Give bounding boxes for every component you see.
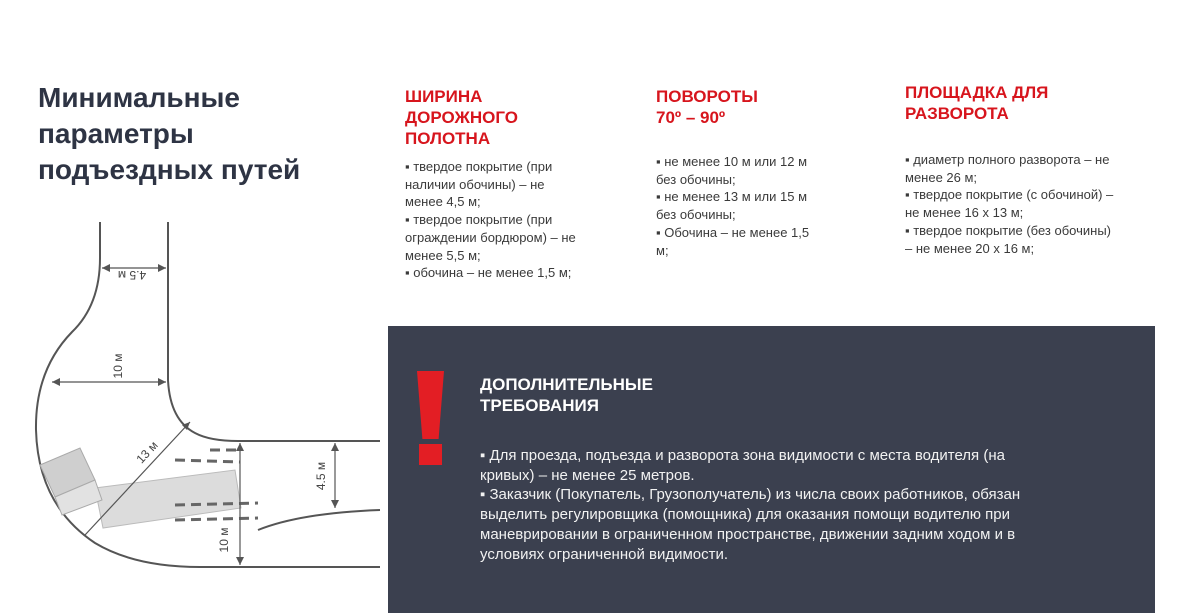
heading-line: ПОВОРОТЫ bbox=[656, 87, 758, 106]
turnaround-heading bbox=[905, 82, 1165, 124]
heading-line: РАЗВОРОТА bbox=[905, 104, 1009, 123]
list-line: ▪ Для проезда, подъезда и разворота зона видимости с места водителя (на bbox=[480, 447, 1005, 464]
arrow-icon bbox=[331, 500, 339, 508]
lane-dash bbox=[175, 518, 258, 520]
page-title-line: Минимальные bbox=[38, 82, 240, 113]
dim-label-diagonal: 13 м bbox=[133, 438, 161, 467]
list-line: ▪ твердое покрытие (с обочиной) – bbox=[905, 187, 1114, 203]
heading-line: ТРЕБОВАНИЯ bbox=[480, 396, 599, 415]
list-line: ▪ не менее 10 м или 12 м bbox=[656, 154, 808, 169]
list-line: кривых) – не менее 25 метров. bbox=[480, 466, 695, 484]
list-line: маневрировании в ограниченном пространстве, движении задним ходом и в bbox=[480, 525, 1016, 543]
road-width-heading bbox=[405, 86, 620, 149]
arrow-icon bbox=[331, 443, 339, 451]
list-line: без обочины; bbox=[656, 207, 736, 223]
dim-label-bottom-radius: 10 м bbox=[217, 527, 231, 553]
arrow-icon bbox=[52, 378, 60, 386]
list-line: наличии обочины) – не bbox=[405, 176, 545, 192]
list-line: ▪ диаметр полного разворота – не bbox=[905, 152, 1110, 167]
list-line: ▪ не менее 13 м или 15 м bbox=[656, 189, 808, 205]
turns-heading bbox=[656, 86, 856, 128]
dim-label-right-width: 4.5 м bbox=[314, 461, 328, 491]
road-width-list bbox=[405, 158, 620, 282]
heading-line: ДОПОЛНИТЕЛЬНЫЕ bbox=[480, 375, 653, 394]
road-turn-diagram bbox=[0, 0, 390, 613]
list-line: менее 26 м; bbox=[905, 169, 978, 185]
arrow-icon bbox=[236, 443, 244, 451]
list-line: менее 4,5 м; bbox=[405, 194, 481, 210]
arrow-icon bbox=[158, 264, 166, 272]
list-line: не менее 16 х 13 м; bbox=[905, 205, 1024, 221]
list-line: ▪ Обочина – не менее 1,5 bbox=[656, 224, 810, 240]
list-line: – не менее 20 х 16 м; bbox=[905, 240, 1035, 256]
list-line: ограждении бордюром) – не bbox=[405, 229, 576, 245]
heading-line: 70º – 90º bbox=[656, 108, 726, 127]
list-line: выделить регулировщика (помощника) для оказания помощи водителю при bbox=[480, 506, 1010, 524]
list-line: ▪ твердое покрытие (при bbox=[405, 212, 553, 228]
list-line: ▪ твердое покрытие (при bbox=[405, 159, 553, 174]
heading-line: ШИРИНА bbox=[405, 87, 483, 106]
heading-line: ПОЛОТНА bbox=[405, 129, 491, 148]
exclamation-dot-icon bbox=[419, 444, 442, 465]
road-width-section bbox=[405, 86, 620, 281]
page-title-line: параметры bbox=[38, 118, 194, 149]
arrow-icon bbox=[102, 264, 110, 272]
list-line: без обочины; bbox=[656, 171, 736, 187]
page-title-line: подъездных путей bbox=[38, 154, 301, 185]
additional-requirements-panel bbox=[388, 326, 1155, 613]
dim-label-outer-radius: 10 м bbox=[111, 353, 125, 379]
exclamation-icon bbox=[417, 371, 444, 439]
turnaround-list bbox=[905, 151, 1165, 257]
additional-requirements-list bbox=[480, 446, 1130, 564]
additional-requirements-heading bbox=[480, 374, 653, 416]
truck-trailer-icon bbox=[95, 470, 241, 528]
list-line: ▪ обочина – не менее 1,5 м; bbox=[405, 265, 572, 281]
heading-line: ПЛОЩАДКА ДЛЯ bbox=[905, 83, 1049, 102]
heading-line: ДОРОЖНОГО bbox=[405, 108, 518, 127]
list-line: ▪ твердое покрытие (без обочины) bbox=[905, 222, 1111, 238]
list-line: ▪ Заказчик (Покупатель, Грузополучатель) из числа своих работников, обязан bbox=[480, 486, 1021, 504]
turns-section bbox=[656, 86, 856, 258]
lane-dash bbox=[175, 460, 240, 462]
inner-road-edge bbox=[168, 222, 380, 441]
list-line: м; bbox=[656, 242, 669, 258]
lane-edge bbox=[258, 510, 380, 530]
turnaround-section bbox=[905, 82, 1165, 256]
list-line: менее 5,5 м; bbox=[405, 247, 481, 263]
arrow-icon bbox=[236, 557, 244, 565]
dim-label-top-width: 4.5 м bbox=[117, 268, 147, 282]
list-line: условиях ограниченной видимости. bbox=[480, 545, 729, 563]
arrow-icon bbox=[158, 378, 166, 386]
turns-list bbox=[656, 153, 856, 259]
outer-road-edge bbox=[36, 222, 380, 567]
